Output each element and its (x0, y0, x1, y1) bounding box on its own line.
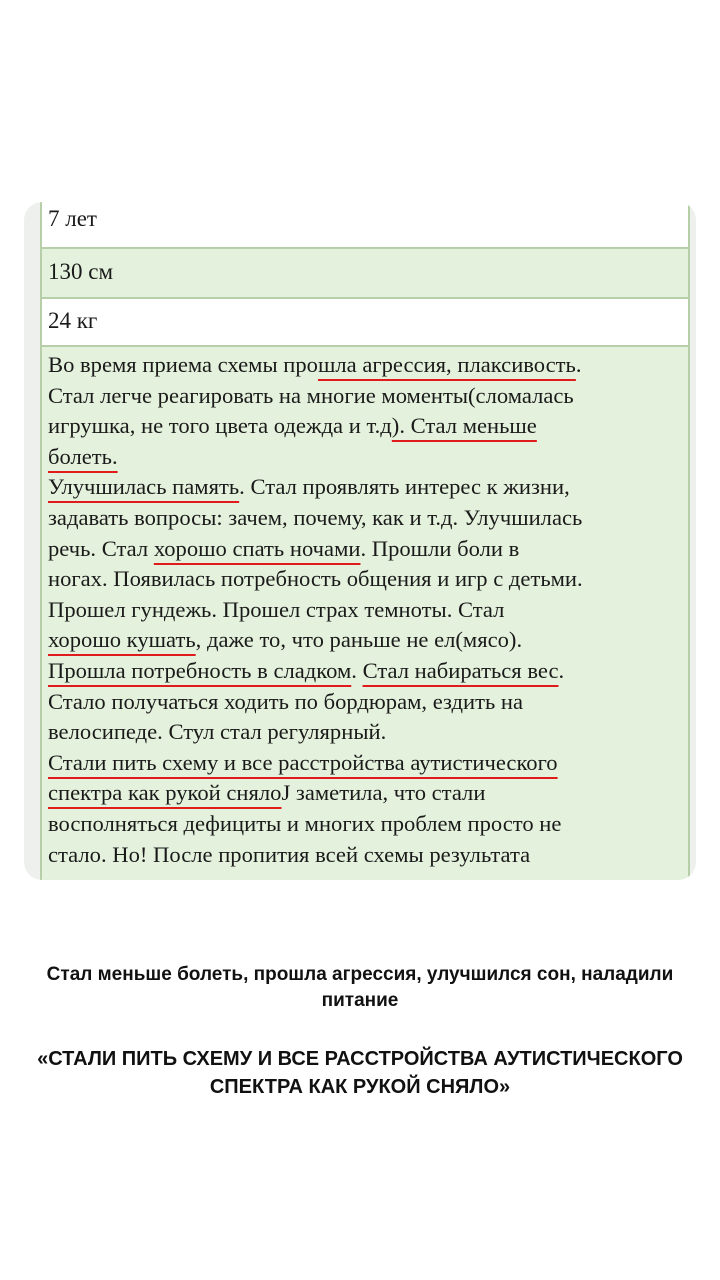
notes-text: восполняться дефициты и многих проблем просто не (48, 810, 562, 836)
notes-text: Стал легче реагировать на многие моменты(сломалась (48, 382, 574, 408)
notes-text: стало. Но! После пропития всей схемы результата (48, 841, 531, 867)
notes-line (48, 381, 684, 412)
caption-quote: «СТАЛИ ПИТЬ СХЕМУ И ВСЕ РАССТРОЙСТВА АУТИСТИЧЕСКОГО СПЕКТРА КАК РУКОЙ СНЯЛО» (37, 1048, 683, 1098)
notes-line (48, 840, 684, 871)
caption-headline: Стал меньше болеть, прошла агрессия, улучшился сон, наладили питание (46, 964, 674, 1011)
underlined-text: болеть. (48, 443, 118, 469)
notes-text: велосипеде. Стул стал регулярный. (48, 719, 387, 745)
height-value: 130 см (48, 259, 114, 284)
notes-line (48, 534, 684, 565)
notes-line (48, 595, 684, 626)
notes-text: . Стал проявлять интерес к жизни, (239, 474, 570, 500)
notes-line (48, 564, 684, 595)
notes-line (48, 717, 684, 748)
underlined-text: шла агрессия, плаксивость (317, 352, 576, 377)
underlined-text: Прошла потребность в сладком (48, 657, 352, 683)
notes-line (48, 809, 684, 840)
notes-line (48, 442, 684, 473)
notes-line (48, 687, 684, 718)
notes-text: . (351, 657, 363, 683)
table-row-weight (40, 299, 690, 347)
notes-text: задавать вопросы: зачем, почему, как и т.д. Улучшилась (48, 504, 583, 530)
notes-line (48, 350, 684, 381)
notes-line (48, 748, 684, 779)
underlined-text: спектра как рукой сняло (48, 780, 282, 806)
notes-text: . (558, 657, 565, 683)
notes-text: . Прошли боли в (360, 535, 520, 561)
notes-line (48, 472, 684, 503)
notes-text: игрушка, не того цвета одежда и т.д (48, 413, 392, 439)
notes-line (48, 411, 684, 442)
underlined-text: Стал набираться вес (362, 657, 559, 683)
underlined-text: хорошо спать ночами (153, 535, 361, 561)
table-row-height (40, 249, 690, 299)
underlined-text: хорошо кушать (48, 627, 196, 653)
table-row-notes (40, 347, 690, 880)
notes-line (48, 625, 684, 656)
notes-text: Стало получаться ходить по бордюрам, ездить на (48, 688, 524, 714)
underlined-text: Улучшилась память (48, 474, 240, 500)
notes-text: Во время приема схемы про (48, 352, 318, 377)
notes-text: речь. Стал (48, 535, 154, 561)
notes-line (48, 656, 684, 687)
notes-line (48, 778, 684, 809)
notes-text: Прошел гундежь. Прошел страх темноты. Стал (48, 596, 505, 622)
document-screenshot-card (24, 202, 696, 880)
notes-text: , даже то, что раньше не ел(мясо). (195, 627, 523, 653)
notes-text: . (575, 352, 582, 377)
document-table (40, 202, 690, 880)
table-row-age (40, 202, 690, 249)
notes-line (48, 503, 684, 534)
notes-text: J заметила, что стали (281, 780, 486, 806)
weight-value: 24 кг (48, 308, 98, 333)
underlined-text: Стали пить схему и все расстройства аутистического (48, 749, 558, 775)
underlined-text: ). Стал меньше (391, 413, 537, 439)
notes-text: ногах. Появилась потребность общения и игр с детьми. (48, 566, 583, 592)
age-value: 7 лет (48, 206, 97, 231)
